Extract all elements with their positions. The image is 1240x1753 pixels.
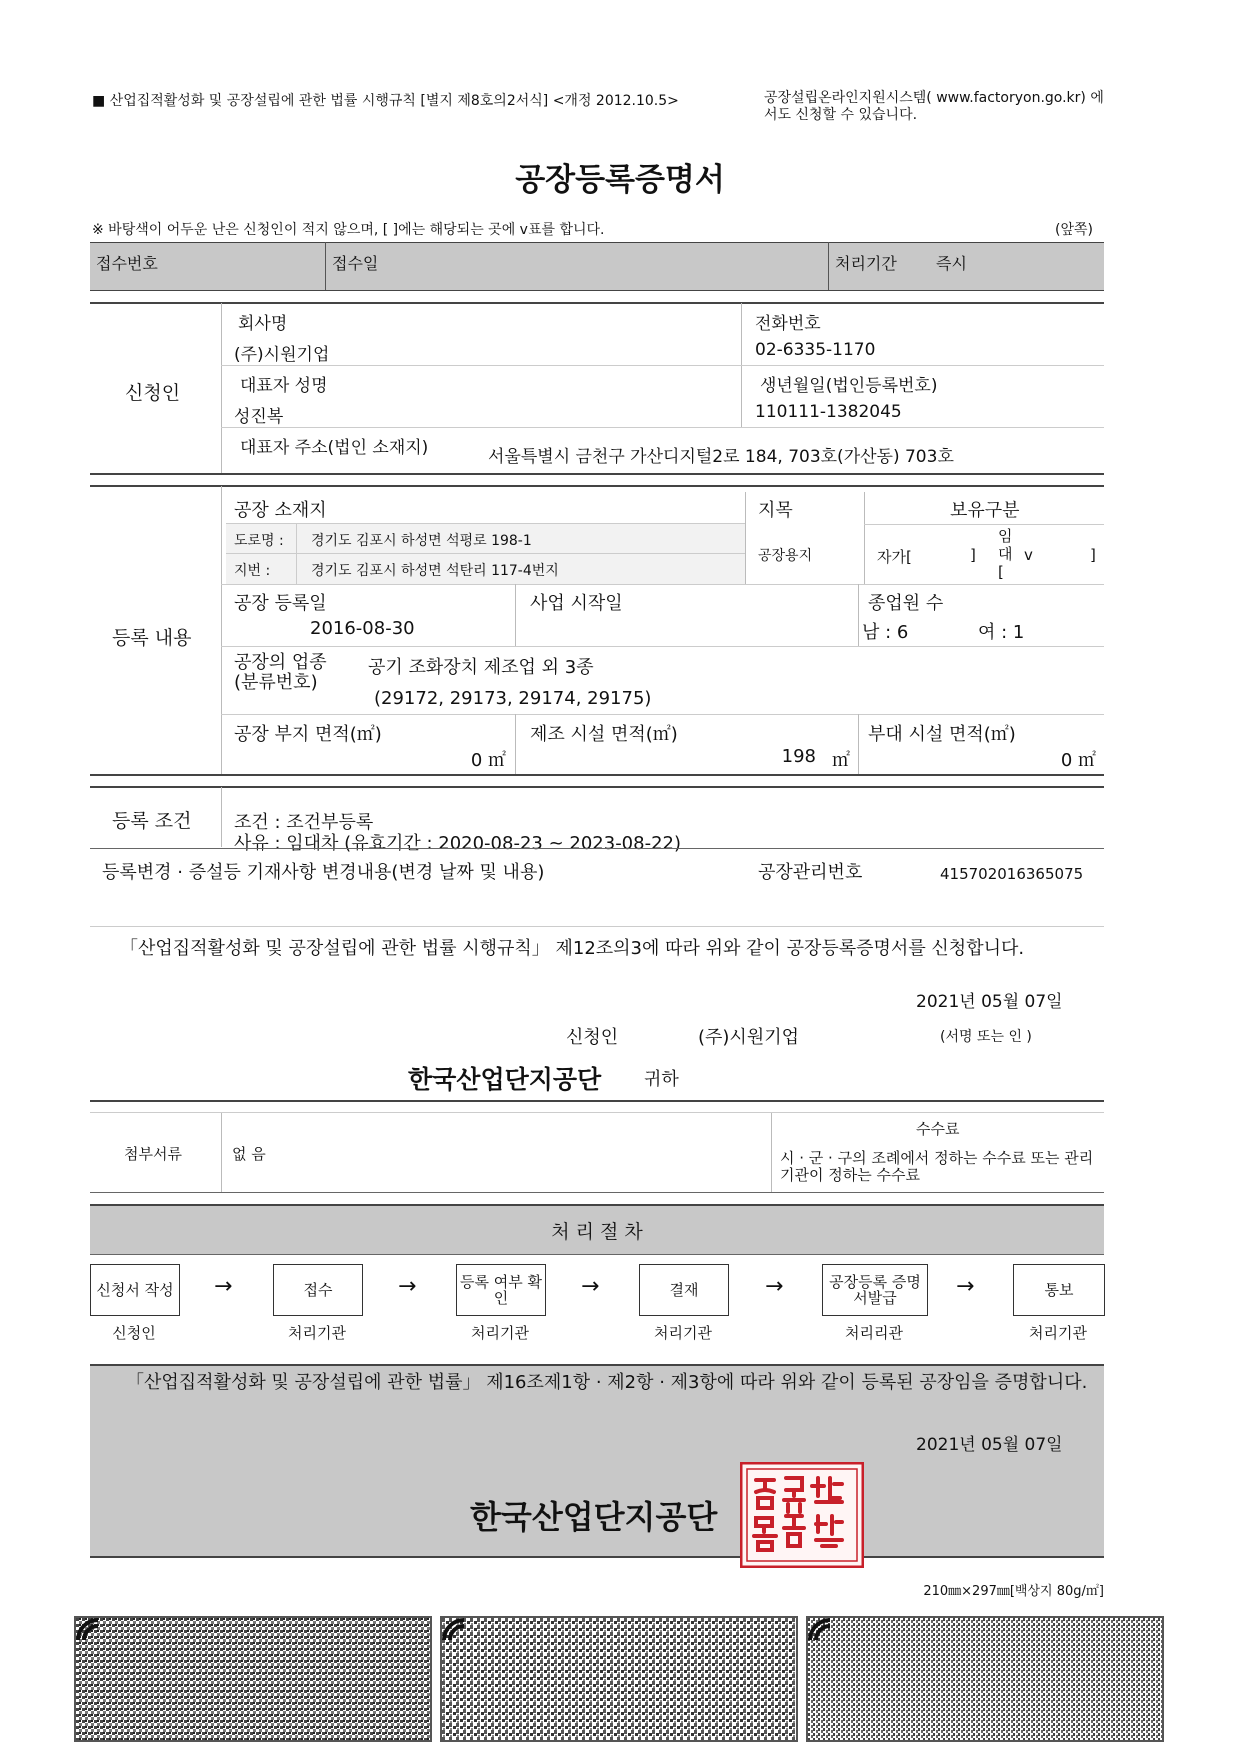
road-address-label: 도로명 : xyxy=(234,533,284,549)
site-area-label: 공장 부지 면적(㎡) xyxy=(234,724,382,745)
certification-statement: 「산업집적활성화 및 공장설립에 관한 법률」 제16조제1항 · 제2항 · 제3항에 따라 위와 같이 등록된 공장임을 증명합니다. xyxy=(126,1372,1088,1393)
attachments-value: 없 음 xyxy=(232,1145,266,1163)
recipient-name: 한국산업단지공단 xyxy=(408,1065,602,1094)
lot-address-label: 지번 : xyxy=(234,563,271,579)
condition-reason: 사유 : 임대차 (유효기간 : 2020-08-23 ~ 2023-08-22) xyxy=(234,833,682,854)
application-statement: 「산업집적활성화 및 공장설립에 관한 법률 시행규칙」 제12조의3에 따라 위와 같이 공장등록증명서를 신청합니다. xyxy=(120,938,1025,959)
procedure-actor-3: 처리기관 xyxy=(471,1324,529,1342)
address-value: 서울특별시 금천구 가산디지털2로 184, 703호(가산동) 703호 xyxy=(488,447,954,467)
procedure-step-3: 등록 여부 확인 xyxy=(456,1264,546,1316)
business-start-label: 사업 시작일 xyxy=(530,593,623,614)
procedure-arrow-icon: → xyxy=(956,1274,975,1299)
birth-id-value: 110111-1382045 xyxy=(755,402,902,422)
land-category-label: 지목 xyxy=(758,500,793,521)
site-area-value: 0 ㎡ xyxy=(470,750,506,771)
application-date: 2021년 05월 07일 xyxy=(916,992,1063,1012)
procedure-actor-6: 처리기관 xyxy=(1029,1324,1087,1342)
instruction-note: ※ 바탕색이 어두운 난은 신청인이 적지 않으며, [ ]에는 해당되는 곳에 v표를 합니다. xyxy=(92,222,605,238)
barcode-2-icon xyxy=(440,1616,798,1742)
processing-period-label: 처리기간 xyxy=(835,254,897,273)
company-name-label: 회사명 xyxy=(238,314,288,334)
change-record-label: 등록변경 · 증설등 기재사항 변경내용(변경 날짜 및 내용) xyxy=(102,862,545,883)
processing-period-value: 즉시 xyxy=(936,254,967,273)
employees-label: 종업원 수 xyxy=(868,593,944,614)
fee-label: 수수료 xyxy=(916,1120,960,1138)
aux-area-value: 0 ㎡ xyxy=(1060,750,1096,771)
receipt-date-label: 접수일 xyxy=(332,254,379,273)
company-name-value: (주)시원기업 xyxy=(234,345,330,365)
procedure-actor-4: 처리기관 xyxy=(654,1324,712,1342)
mfg-area-label: 제조 시설 면적(㎡) xyxy=(530,724,678,745)
paper-spec: 210㎜×297㎜[백상지 80g/㎡] xyxy=(923,1584,1104,1599)
mfg-area-unit: ㎡ xyxy=(832,750,850,771)
land-category-value: 공장용지 xyxy=(758,548,813,564)
fee-value: 시 · 군 · 구의 조례에서 정하는 수수료 또는 관리기관이 정하는 수수료 xyxy=(780,1149,1094,1184)
procedure-step-4: 결재 xyxy=(639,1264,729,1316)
applicant-sign-value: (주)시원기업 xyxy=(698,1027,799,1048)
industry-codes: (29172, 29173, 29174, 29175) xyxy=(374,688,652,709)
factory-mgmt-number: 415702016365075 xyxy=(940,865,1084,883)
ownership-lease-label: 임 대 [ xyxy=(998,527,1013,581)
procedure-step-6: 통보 xyxy=(1013,1264,1105,1316)
procedure-arrow-icon: → xyxy=(581,1274,600,1299)
issuer-name: 한국산업단지공단 xyxy=(470,1498,718,1536)
certification-date: 2021년 05월 07일 xyxy=(916,1435,1063,1455)
ownership-own-label: 자가[ xyxy=(877,548,912,566)
registration-date-label: 공장 등록일 xyxy=(234,593,327,614)
factory-mgmt-label: 공장관리번호 xyxy=(758,862,863,883)
condition-text: 조건 : 조건부등록 xyxy=(234,812,374,833)
barcode-3-icon xyxy=(806,1616,1164,1742)
lot-address-value: 경기도 김포시 하성면 석탄리 117-4번지 xyxy=(311,563,559,579)
receipt-number-label: 접수번호 xyxy=(96,254,158,273)
procedure-step-5: 공장등록 증명서발급 xyxy=(822,1264,928,1316)
phone-label: 전화번호 xyxy=(755,314,821,334)
address-label: 대표자 주소(법인 소재지) xyxy=(240,438,429,458)
industry-value: 공기 조화장치 제조업 외 3종 xyxy=(368,657,594,678)
barcode-1-icon xyxy=(74,1616,432,1742)
attachments-label: 첨부서류 xyxy=(124,1145,182,1163)
procedure-arrow-icon: → xyxy=(398,1274,417,1299)
registration-section-label: 등록 내용 xyxy=(112,627,192,649)
industry-label: 공장의 업종 (분류번호) xyxy=(234,652,327,693)
employees-female: 여 : 1 xyxy=(978,622,1025,643)
procedure-actor-5: 처리리관 xyxy=(845,1324,903,1342)
procedure-title: 처 리 절 차 xyxy=(90,1204,1104,1255)
registration-date-value: 2016-08-30 xyxy=(310,618,415,639)
employees-male: 남 : 6 xyxy=(862,622,909,643)
page-title: 공장등록증명서 xyxy=(515,162,725,198)
procedure-arrow-icon: → xyxy=(765,1274,784,1299)
representative-label: 대표자 성명 xyxy=(240,376,328,396)
condition-section-label: 등록 조건 xyxy=(112,810,192,832)
applicant-section-label: 신청인 xyxy=(125,382,181,404)
factory-location-label: 공장 소재지 xyxy=(234,500,327,521)
road-address-value: 경기도 김포시 하성면 석평로 198-1 xyxy=(311,533,532,549)
sign-note: (서명 또는 인 ) xyxy=(940,1029,1032,1045)
legal-basis: ■ 산업집적활성화 및 공장설립에 관한 법률 시행규칙 [별지 제8호의2서식] <개정 2012.10.5> xyxy=(92,93,679,109)
recipient-suffix: 귀하 xyxy=(644,1069,679,1090)
ownership-lease-check: v xyxy=(1024,546,1033,564)
page-side-note: (앞쪽) xyxy=(1055,222,1093,238)
official-seal-icon xyxy=(740,1462,864,1568)
applicant-sign-label: 신청인 xyxy=(566,1027,619,1048)
ownership-own-close: ] xyxy=(970,546,976,564)
procedure-actor-2: 처리기관 xyxy=(288,1324,346,1342)
aux-area-label: 부대 시설 면적(㎡) xyxy=(868,724,1016,745)
birth-id-label: 생년월일(법인등록번호) xyxy=(760,376,938,396)
procedure-step-2: 접수 xyxy=(273,1264,363,1316)
phone-value: 02-6335-1170 xyxy=(755,340,876,360)
representative-value: 성진복 xyxy=(234,407,284,427)
procedure-step-1: 신청서 작성 xyxy=(90,1264,180,1316)
ownership-label: 보유구분 xyxy=(950,500,1020,521)
ownership-lease-close: ] xyxy=(1090,546,1096,564)
procedure-arrow-icon: → xyxy=(214,1274,233,1299)
procedure-actor-1: 신청인 xyxy=(112,1324,156,1342)
mfg-area-value: 198 xyxy=(781,746,816,767)
online-note: 공장설립온라인지원시스템( www.factoryon.go.kr) 에서도 신청할 수 있습니다. xyxy=(764,90,1104,123)
